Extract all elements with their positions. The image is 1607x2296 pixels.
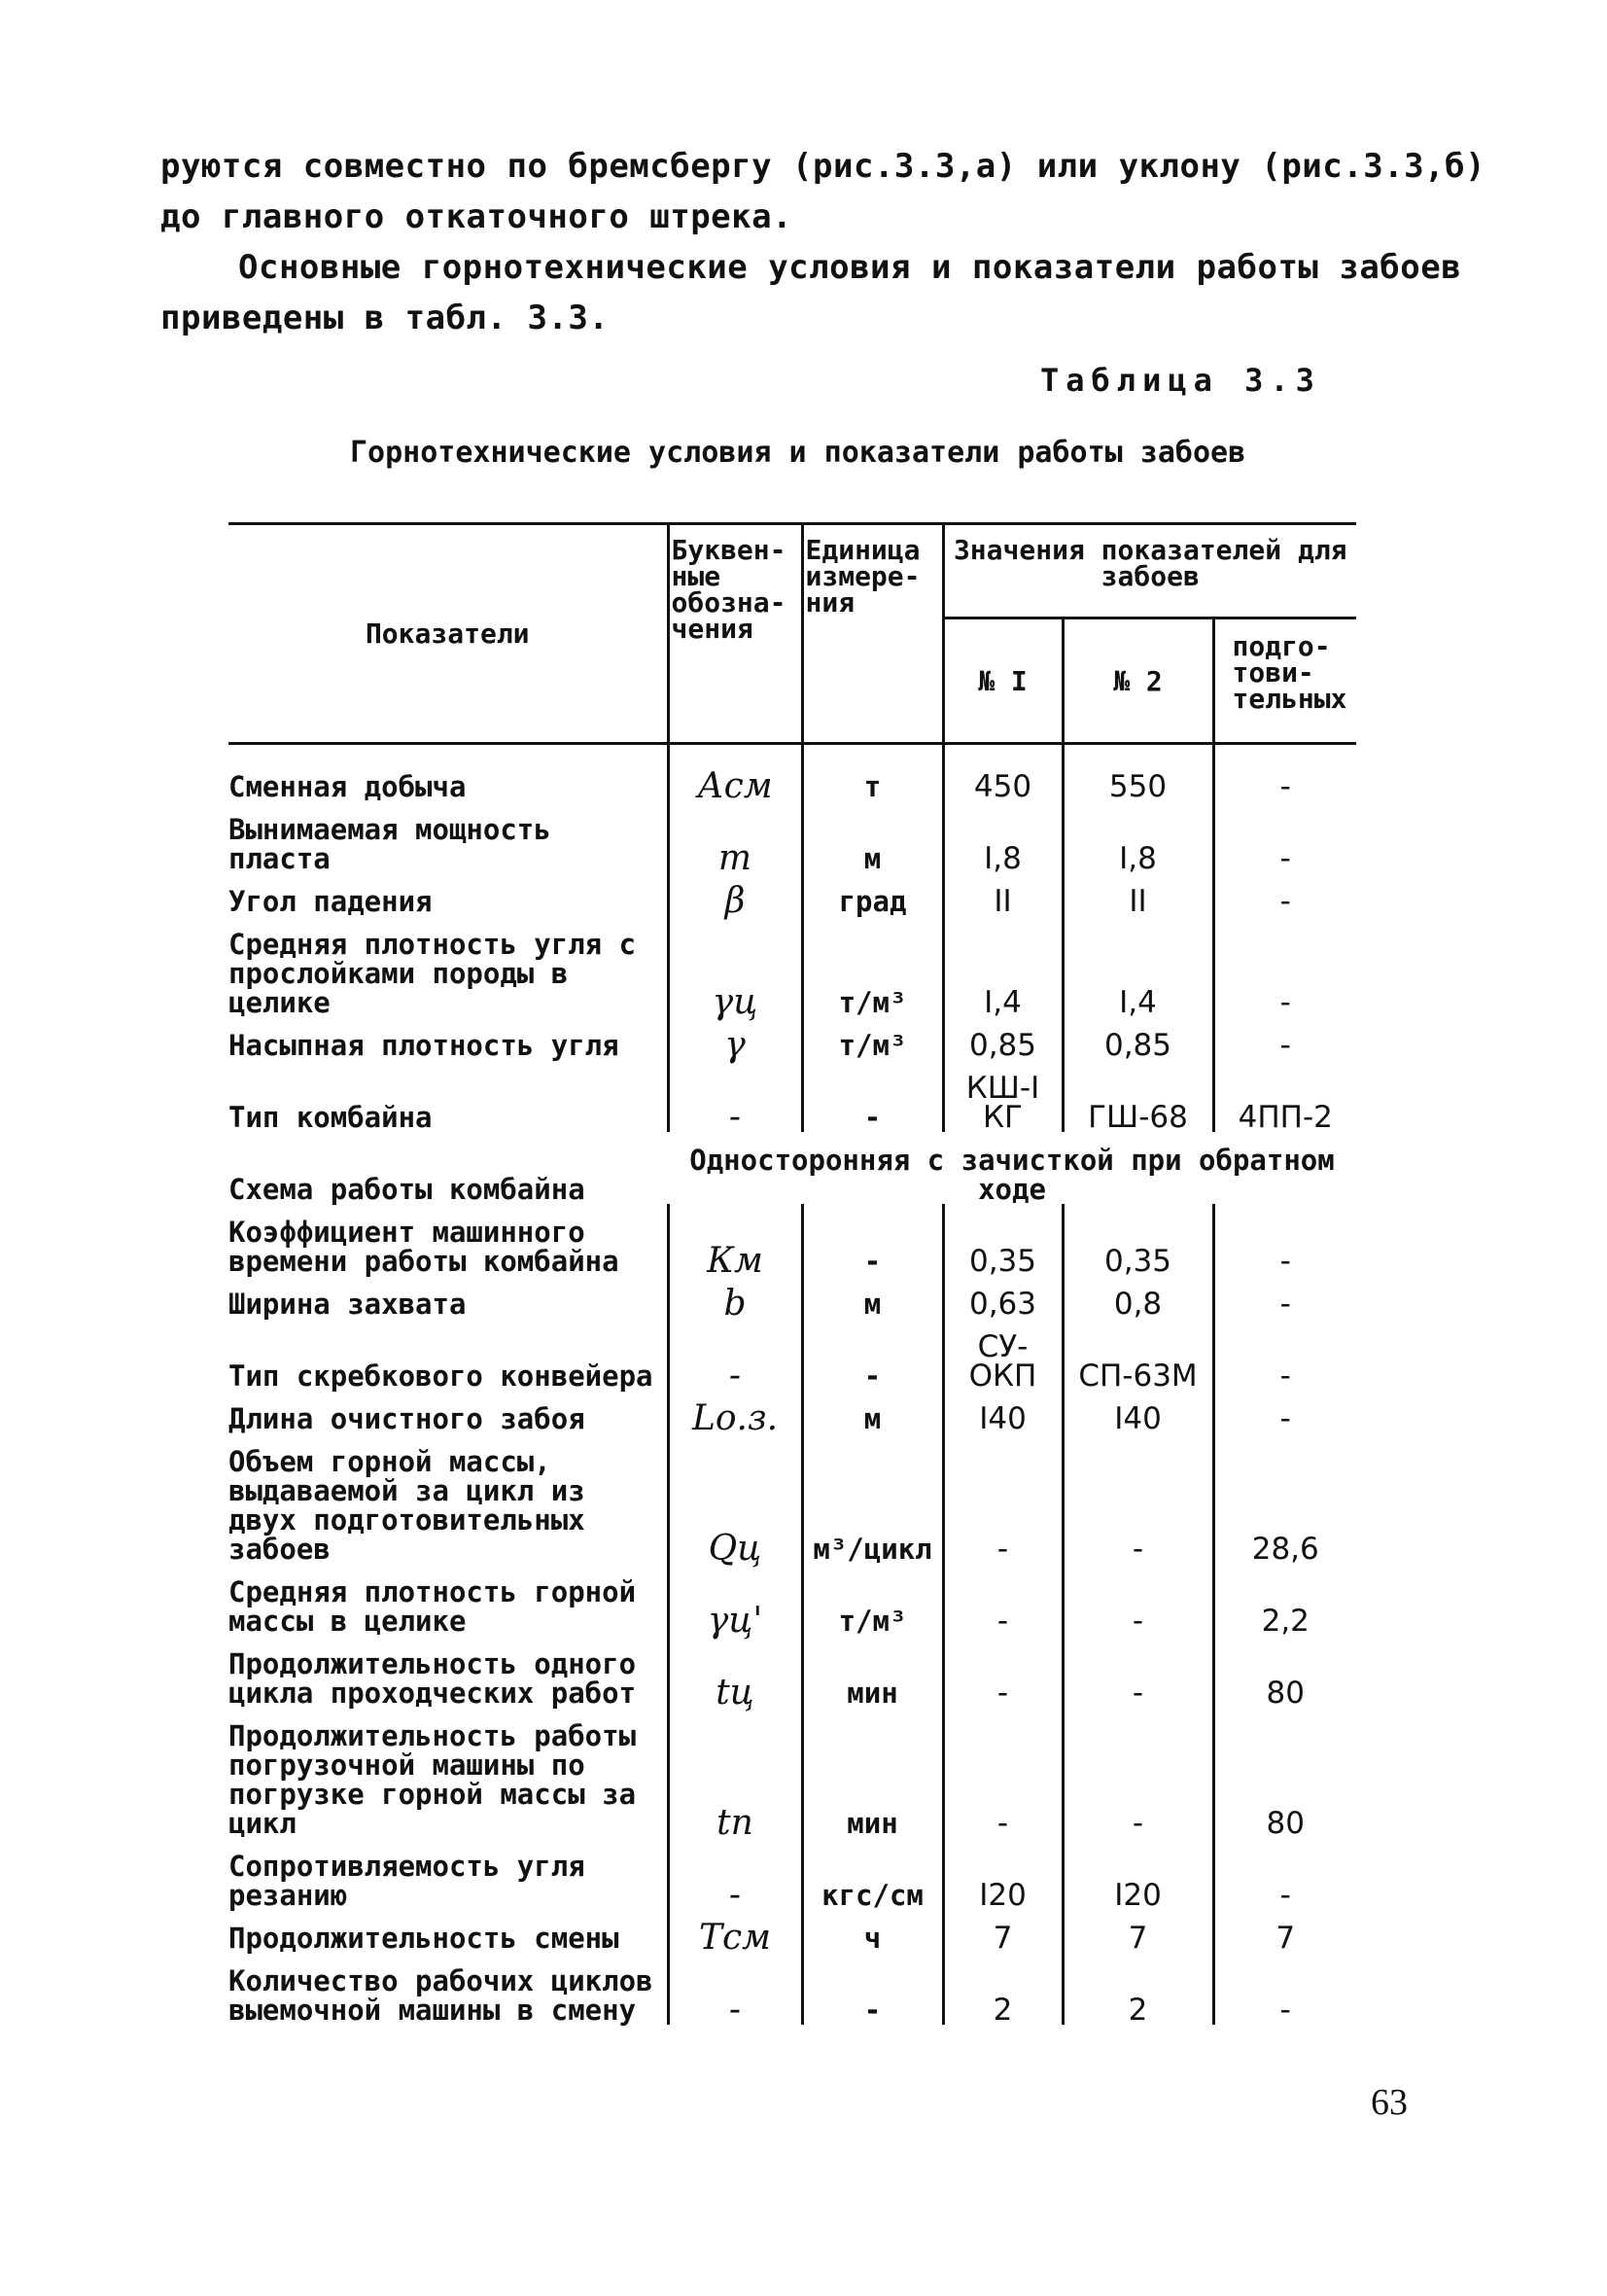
header-preparatory: подго-тови-тельных — [1213, 618, 1356, 744]
table-row — [228, 1564, 1356, 1636]
unit-cell: м — [802, 1391, 943, 1433]
table-row — [228, 1276, 1356, 1319]
header-unit: Единица измере-ния — [802, 524, 943, 744]
unit-cell: м³/цикл — [802, 1433, 943, 1564]
indicator-cell: Количество рабочих циклов выемочной машины в смену — [228, 1964, 653, 2027]
value-preparatory-cell: - — [1213, 1276, 1356, 1319]
unit-cell: мин — [802, 1708, 943, 1838]
table-row — [228, 1953, 1356, 2025]
unit-cell: мин — [802, 1636, 943, 1708]
symbol-cell: β — [668, 873, 802, 916]
table-row — [228, 744, 1356, 802]
header-face-1: № I — [943, 618, 1063, 744]
table-row — [228, 1017, 1356, 1060]
value-face-1-cell: 0,35 — [943, 1204, 1063, 1276]
table-number: Таблица 3.3 — [1040, 362, 1321, 399]
unit-cell: - — [802, 1953, 943, 2025]
value-preparatory-cell: 7 — [1213, 1910, 1356, 1953]
indicator-cell: Тип комбайна — [228, 1101, 433, 1134]
indicator-cell: Угол падения — [228, 885, 433, 918]
header-face-2: № 2 — [1063, 618, 1213, 744]
symbol-cell: b — [668, 1276, 802, 1319]
indicator-cell: Коэффициент машинного времени работы комбайна — [228, 1216, 619, 1278]
value-preparatory-cell: 28,6 — [1213, 1433, 1356, 1564]
unit-cell: - — [802, 1319, 943, 1391]
symbol-cell: tп — [668, 1708, 802, 1838]
indicator-cell: Средняя плотность угля с прослойками породы в целике — [228, 928, 637, 1019]
page-number: 63 — [1371, 2082, 1408, 2123]
value-face-2-cell: 2 — [1063, 1953, 1213, 2025]
value-face-2-cell: - — [1063, 1708, 1213, 1838]
value-face-1-cell: 2 — [943, 1953, 1063, 2025]
indicator-cell: Ширина захвата — [228, 1288, 467, 1321]
value-preparatory-cell: - — [1213, 1953, 1356, 2025]
value-preparatory-cell: 2,2 — [1213, 1564, 1356, 1636]
symbol-cell: - — [668, 1060, 802, 1132]
indicator-cell: Продолжительность смены — [228, 1922, 619, 1955]
table-row — [228, 1319, 1356, 1391]
symbol-cell: Тсм — [668, 1910, 802, 1953]
value-face-1-cell: I,8 — [943, 801, 1063, 873]
value-face-2-cell: 550 — [1063, 744, 1213, 802]
header-symbol: Буквен-ные обозна-чения — [668, 524, 802, 744]
symbol-cell: m — [668, 801, 802, 873]
unit-cell: т/м³ — [802, 1564, 943, 1636]
value-preparatory-cell: - — [1213, 1319, 1356, 1391]
table-row — [228, 1132, 1356, 1204]
value-face-1-cell: 7 — [943, 1910, 1063, 1953]
value-face-1-cell: - — [943, 1564, 1063, 1636]
symbol-cell: γц' — [668, 1564, 802, 1636]
header-values: Значения показателей для забоев — [943, 524, 1356, 618]
value-face-2-cell: II — [1063, 873, 1213, 916]
table-row — [228, 1910, 1356, 1953]
unit-cell: м — [802, 801, 943, 873]
table-row — [228, 1433, 1356, 1564]
value-face-2-cell: 0,35 — [1063, 1204, 1213, 1276]
value-preparatory-cell: - — [1213, 1838, 1356, 1910]
paragraph-line: руются совместно по бремсбергу (рис.3.3,а) или уклону (рис.3.3,б) — [160, 147, 1486, 186]
table-row — [228, 873, 1356, 916]
symbol-cell: Км — [668, 1204, 802, 1276]
indicator-cell: Тип скребкового конвейера — [228, 1360, 653, 1393]
value-face-2-cell: I,4 — [1063, 916, 1213, 1017]
indicator-cell: Продолжительность работы погрузочной машины по погрузке горной массы за цикл — [228, 1719, 637, 1840]
value-preparatory-cell: - — [1213, 744, 1356, 802]
value-face-2-cell: - — [1063, 1636, 1213, 1708]
table-row — [228, 1708, 1356, 1838]
scheme-cell: Односторонняя с зачисткой при обратном ходе — [689, 1144, 1335, 1206]
value-face-2-cell: 7 — [1063, 1910, 1213, 1953]
indicator-cell: Продолжительность одного цикла проходческих работ — [228, 1647, 637, 1710]
value-face-2-cell: 0,85 — [1063, 1017, 1213, 1060]
table-row — [228, 1204, 1356, 1276]
value-preparatory-cell: 4ПП-2 — [1213, 1060, 1356, 1132]
unit-cell: - — [802, 1060, 943, 1132]
value-preparatory-cell: - — [1213, 916, 1356, 1017]
indicators-table — [228, 522, 1356, 2030]
value-preparatory-cell: - — [1213, 1017, 1356, 1060]
value-face-2-cell: - — [1063, 1433, 1213, 1564]
value-preparatory-cell: 80 — [1213, 1636, 1356, 1708]
value-preparatory-cell: - — [1213, 873, 1356, 916]
value-face-1-cell: 0,85 — [943, 1017, 1063, 1060]
indicator-cell: Вынимаемая мощность пласта — [228, 813, 551, 875]
unit-cell: град — [802, 873, 943, 916]
value-face-1-cell: - — [943, 1433, 1063, 1564]
symbol-cell: γ — [668, 1017, 802, 1060]
value-face-2-cell: ГШ-68 — [1063, 1060, 1213, 1132]
paragraph-line: Основные горнотехнические условия и показатели работы забоев — [238, 248, 1462, 287]
value-face-1-cell: I20 — [943, 1838, 1063, 1910]
value-face-1-cell: СУ-ОКП — [943, 1319, 1063, 1391]
unit-cell: т — [802, 744, 943, 802]
indicator-cell: Длина очистного забоя — [228, 1402, 585, 1435]
symbol-cell: - — [668, 1319, 802, 1391]
unit-cell: - — [802, 1204, 943, 1276]
value-face-1-cell: 0,63 — [943, 1276, 1063, 1319]
table-title: Горнотехнические условия и показатели работы забоев — [350, 436, 1246, 470]
symbol-cell: Qц — [668, 1433, 802, 1564]
indicator-cell: Объем горной массы, выдаваемой за цикл из двух подготовительных забоев — [228, 1445, 585, 1566]
table-row — [228, 1636, 1356, 1708]
value-face-2-cell: 0,8 — [1063, 1276, 1213, 1319]
unit-cell: м — [802, 1276, 943, 1319]
symbol-cell: tц — [668, 1636, 802, 1708]
paragraph-line: до главного откаточного штрека. — [160, 197, 793, 236]
value-preparatory-cell: 80 — [1213, 1708, 1356, 1838]
table-row — [228, 916, 1356, 1017]
table-row — [228, 1060, 1356, 1132]
value-face-2-cell: - — [1063, 1564, 1213, 1636]
indicator-cell: Насыпная плотность угля — [228, 1029, 619, 1062]
unit-cell: т/м³ — [802, 916, 943, 1017]
table-row — [228, 1838, 1356, 1910]
unit-cell: т/м³ — [802, 1017, 943, 1060]
header-indicator: Показатели — [228, 524, 668, 744]
value-preparatory-cell: - — [1213, 1391, 1356, 1433]
indicator-cell: Средняя плотность горной массы в целике — [228, 1575, 637, 1638]
indicator-cell: Сменная добыча — [228, 770, 467, 803]
value-face-1-cell: I,4 — [943, 916, 1063, 1017]
unit-cell: кгс/см — [802, 1838, 943, 1910]
value-face-1-cell: 450 — [943, 744, 1063, 802]
value-face-2-cell: I40 — [1063, 1391, 1213, 1433]
value-face-1-cell: КШ-I КГ — [943, 1060, 1063, 1132]
table-row — [228, 801, 1356, 873]
unit-cell: ч — [802, 1910, 943, 1953]
value-face-1-cell: II — [943, 873, 1063, 916]
symbol-cell: Lо.з. — [668, 1391, 802, 1433]
indicator-cell: Сопротивляемость угля резанию — [228, 1850, 585, 1912]
value-face-1-cell: I40 — [943, 1391, 1063, 1433]
indicator-cell: Схема работы комбайна — [228, 1173, 585, 1206]
paragraph-line: приведены в табл. 3.3. — [160, 299, 610, 337]
value-face-2-cell: I20 — [1063, 1838, 1213, 1910]
value-face-2-cell: СП-63М — [1063, 1319, 1213, 1391]
symbol-cell: Асм — [668, 744, 802, 802]
symbol-cell: - — [668, 1953, 802, 2025]
value-face-2-cell: I,8 — [1063, 801, 1213, 873]
table-row — [228, 1391, 1356, 1433]
value-preparatory-cell: - — [1213, 1204, 1356, 1276]
symbol-cell: γц — [668, 916, 802, 1017]
value-face-1-cell: - — [943, 1636, 1063, 1708]
symbol-cell: - — [668, 1838, 802, 1910]
value-face-1-cell: - — [943, 1708, 1063, 1838]
value-preparatory-cell: - — [1213, 801, 1356, 873]
